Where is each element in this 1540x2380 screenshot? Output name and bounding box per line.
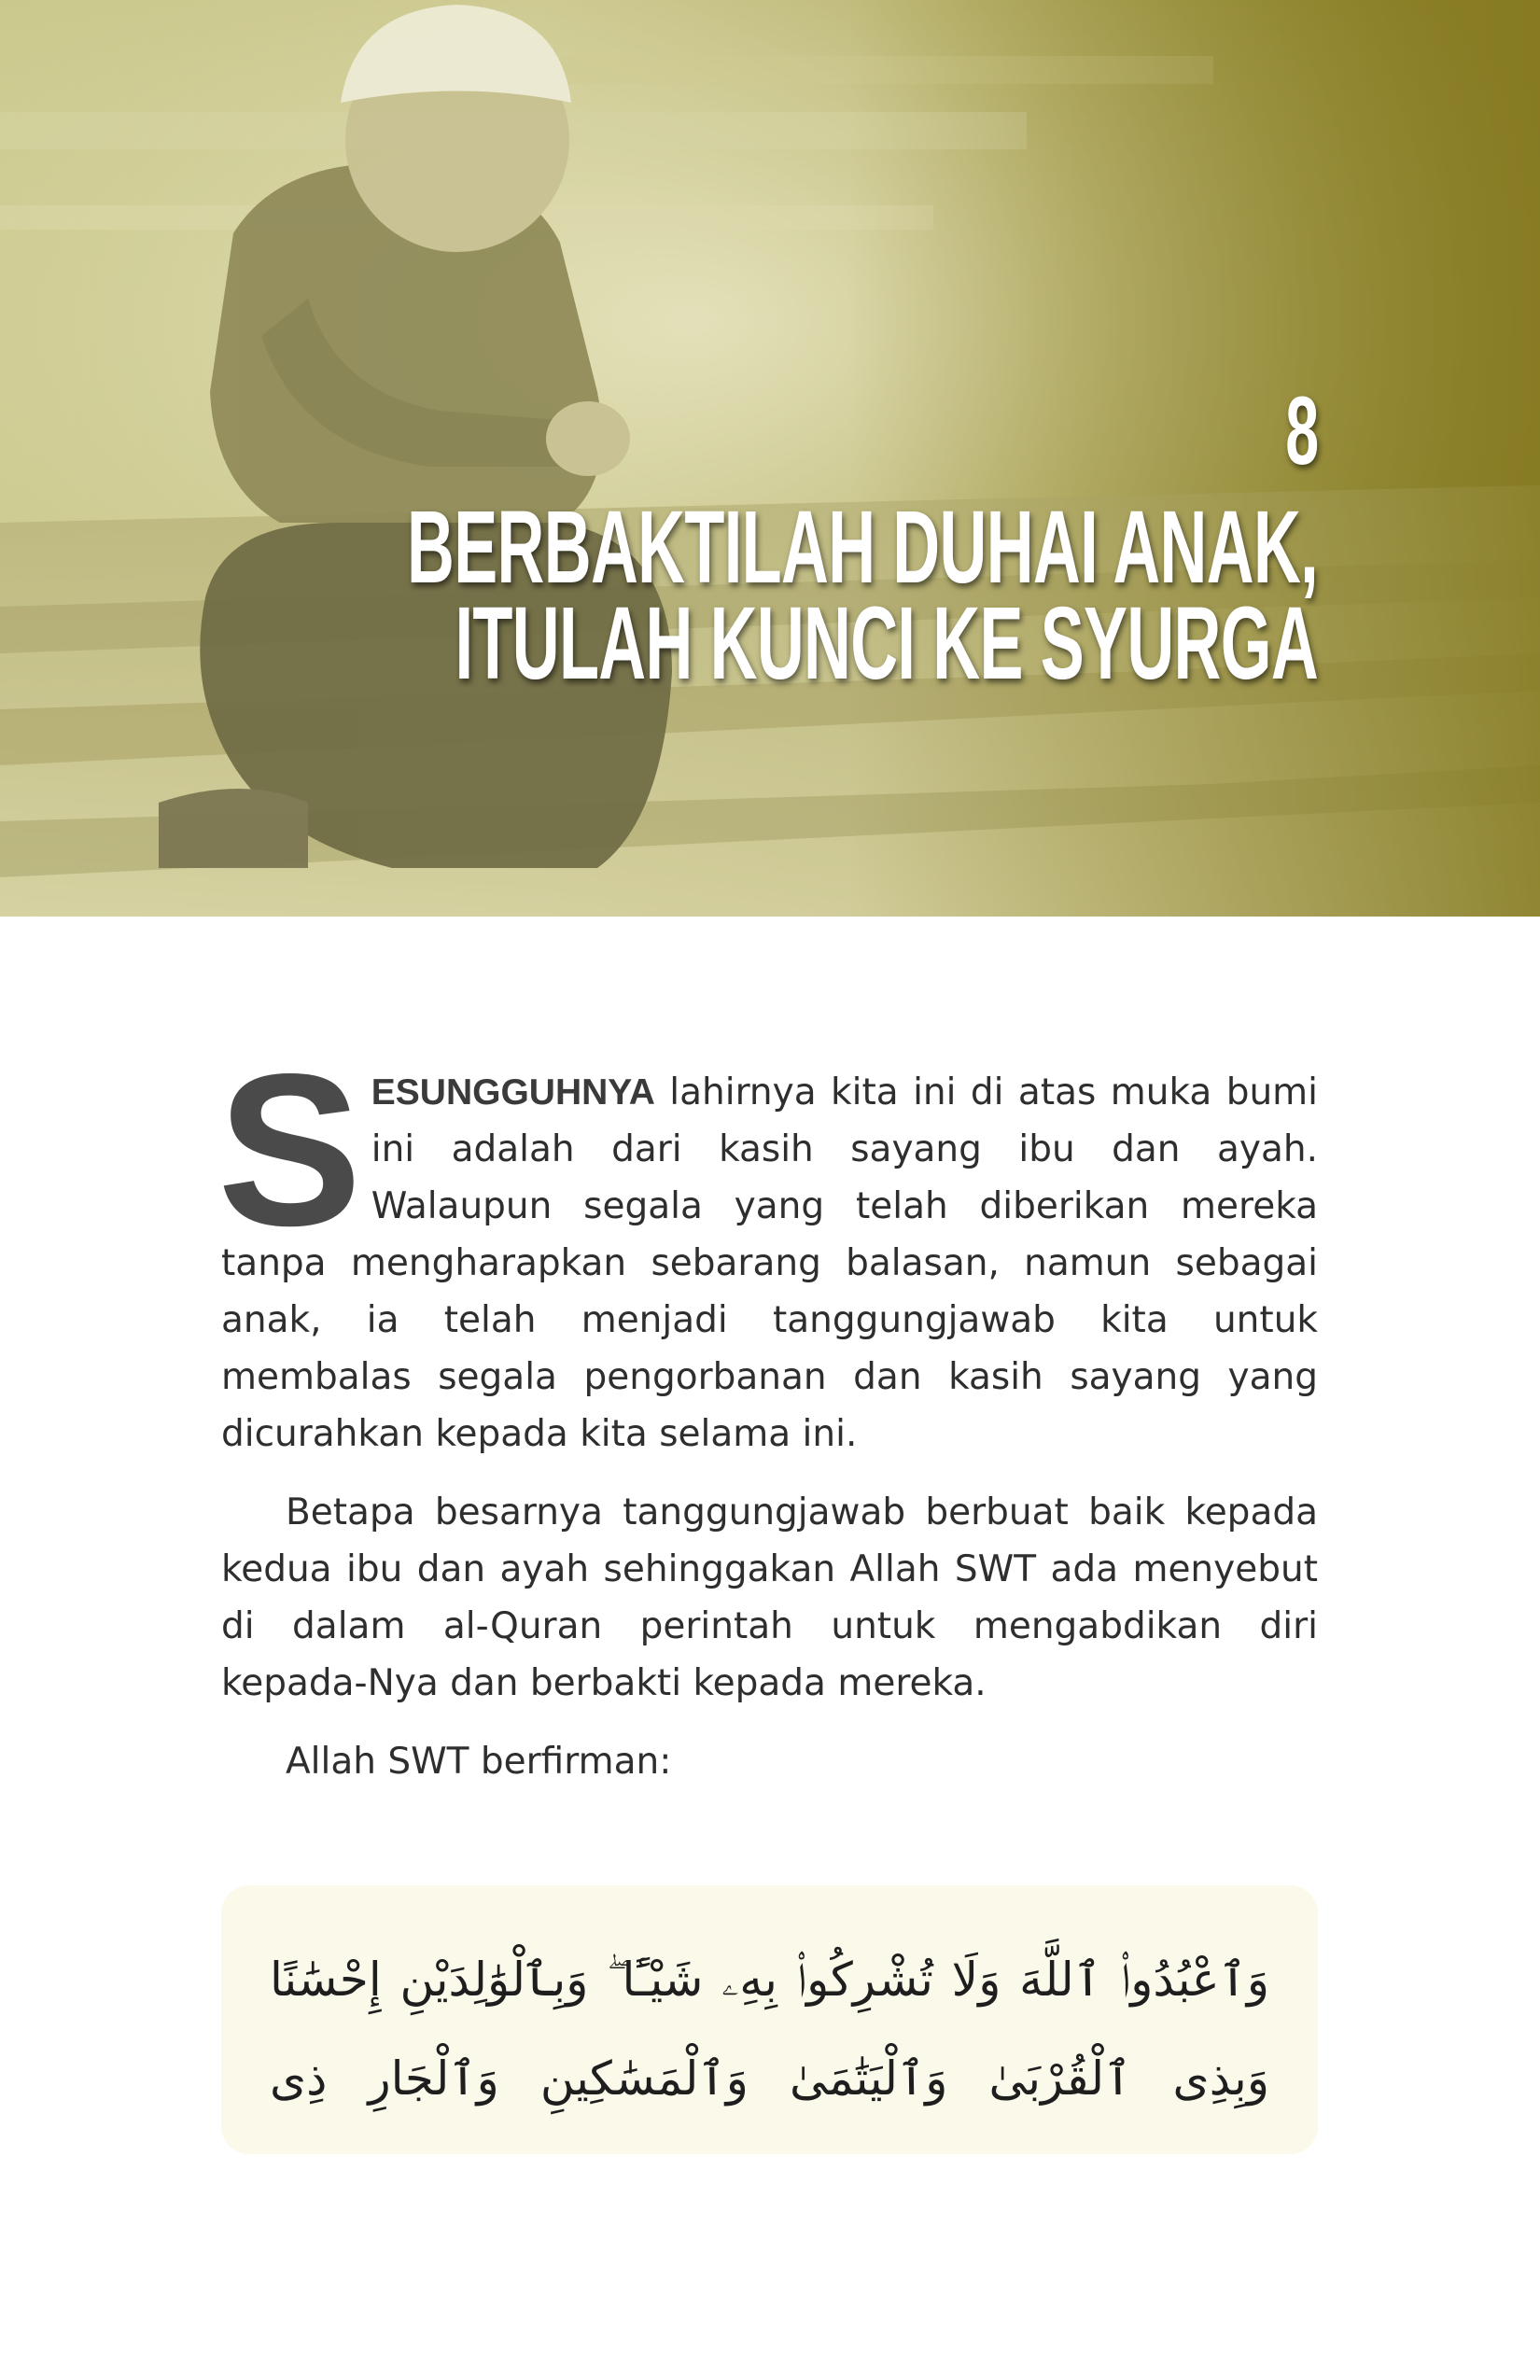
quran-verse-line-1: وَٱعْبُدُوا۟ ٱللَّهَ وَلَا تُشْرِكُوا۟ بِهِۦ شَيْـًٔا ۖ وَبِٱلْوَٰلِدَيْنِ إِحْسَٰنًا xyxy=(270,1953,1269,2007)
chapter-number: 8 xyxy=(1285,377,1318,485)
drop-cap: S xyxy=(217,1029,362,1271)
lead-word: ESUNGGUHNYA xyxy=(371,1072,655,1113)
paragraph-1 xyxy=(217,1029,1318,1463)
quran-verse-line-2: وَبِذِى ٱلْقُرْبَىٰ وَٱلْيَتَٰمَىٰ وَٱلْمَسَٰكِينِ وَٱلْجَارِ ذِى xyxy=(270,2051,1269,2106)
paragraph-1-text: lahirnya kita ini di atas muka bumi ini adalah dari kasih sayang ibu dan ayah. Walaupun segala yang telah diberikan mereka tanpa mengharapkan sebarang balasan, namun sebagai anak, ia telah menjadi tanggungjawab kita untuk membalas segala pengorbanan dan kasih sayang yang dicurahkan kepada kita selama ini. xyxy=(221,1071,1318,1455)
paragraph-2: Betapa besarnya tanggungjawab berbuat baik kepada kedua ibu dan ayah sehinggakan Allah SWT ada menyebut di dalam al-Quran perintah untuk mengabdikan diri kepada-Nya dan berbakti kepada mereka. xyxy=(221,1491,1318,1704)
chapter-title-line-1: BERBAKTILAH DUHAI ANAK, xyxy=(406,490,1318,605)
chapter-title xyxy=(406,490,1318,701)
chapter-body xyxy=(217,1029,1318,1790)
hero-banner xyxy=(0,0,1540,917)
firman-intro: Allah SWT berfirman: xyxy=(286,1741,672,1783)
chapter-title-line-2: ITULAH KUNCI KE SYURGA xyxy=(455,586,1318,701)
quran-verse-box xyxy=(221,1885,1318,2154)
